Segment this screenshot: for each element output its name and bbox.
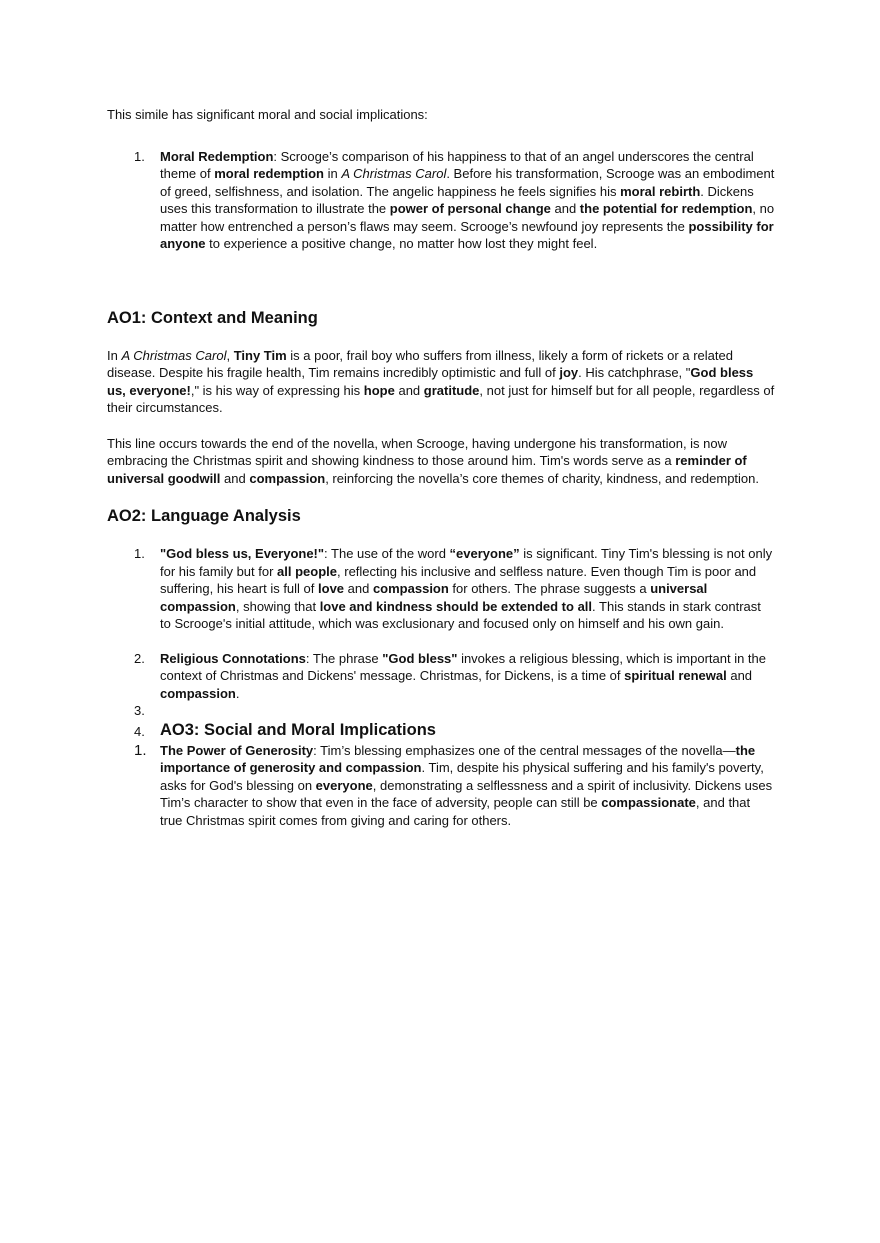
- text-run: . Tim, despite his physical suffering and his family's poverty, asks for God's blessing on: [160, 760, 764, 793]
- list-item: [107, 545, 775, 633]
- text-run: and: [550, 201, 580, 216]
- bold-text: Tiny Tim: [233, 347, 287, 363]
- list-item-text: [160, 546, 772, 631]
- text-run: This line occurs towards the end of the novella, when Scrooge, having undergone his transformation, is now embracing the Christmas spirit and showing kindness to those around him. Tim's words serve as a: [107, 435, 728, 468]
- list-number: 1.: [134, 148, 145, 164]
- text-run: . His catchphrase, ": [578, 365, 691, 380]
- bold-text: "God bless us, Everyone!": [160, 546, 325, 561]
- bold-text: reminder of universal goodwill: [107, 453, 747, 486]
- text-run: . Dickens uses this transformation to illustrate the: [160, 183, 754, 216]
- bold-text: moral rebirth: [620, 183, 701, 199]
- text-run: ," is his way of expressing his: [190, 382, 364, 398]
- bold-text: compassion: [160, 685, 236, 701]
- bold-text: universal compassion: [160, 581, 708, 614]
- bold-text: love: [318, 581, 345, 596]
- bold-text: the potential for redemption: [579, 201, 753, 216]
- bold-text: everyone: [315, 777, 373, 793]
- text-run: .: [235, 685, 240, 701]
- text-run: to experience a positive change, no matter how lost they might feel.: [205, 236, 598, 251]
- bold-text: compassion: [249, 470, 326, 486]
- text-run: , not just for himself but for all people, regardless of their circumstances.: [107, 382, 775, 415]
- text-run: ,: [226, 347, 234, 363]
- ao3-list-heading: [107, 720, 775, 740]
- ao1-paragraph-2: [107, 435, 775, 488]
- bold-text: possibility for anyone: [160, 218, 774, 251]
- text-run: in: [324, 166, 342, 181]
- bold-text: power of personal change: [389, 201, 551, 216]
- text-run: , and that true Christmas spirit comes from giving and caring for others.: [160, 795, 751, 828]
- bold-text: hope: [363, 382, 395, 398]
- list-item: [107, 650, 775, 703]
- bold-text: The Power of Generosity: [160, 742, 314, 758]
- text-run: : Tim’s blessing emphasizes one of the central messages of the novella—: [313, 742, 736, 758]
- list-item-text: [160, 149, 774, 252]
- text-run: : The use of the word: [324, 546, 450, 561]
- bold-text: "God bless": [382, 650, 458, 666]
- bold-text: spiritual renewal: [624, 668, 727, 683]
- text-run: invokes a religious blessing, which is important in the context of Christmas and Dickens' message. Christmas, for Dickens, is a time of: [160, 650, 766, 683]
- list-item: [107, 148, 775, 253]
- list-number: 1.: [134, 546, 145, 561]
- ao1-heading: AO1: Context and Meaning: [107, 308, 318, 327]
- list-number: 2.: [134, 650, 145, 666]
- ao1-paragraph-1: [107, 347, 775, 417]
- text-run: is a poor, frail boy who suffers from illness, likely a form of rickets or a related disease. Despite his fragile health, Tim remains incredibly optimistic and full of: [107, 347, 733, 380]
- bold-text: “everyone”: [449, 546, 520, 561]
- ao2-heading: AO2: Language Analysis: [107, 507, 301, 525]
- text-run: is significant. Tiny Tim's blessing is not only for his family but for: [160, 546, 773, 579]
- bold-text: joy: [559, 365, 579, 380]
- list-number: 4.: [134, 723, 145, 739]
- text-run: : Scrooge’s comparison of his happiness to that of an angel underscores the central theme of: [160, 148, 754, 181]
- list-item: [107, 742, 775, 830]
- bold-text: Moral Redemption: [160, 148, 274, 164]
- text-run: , showing that: [235, 598, 320, 614]
- bold-text: the importance of generosity and compassion: [160, 742, 756, 775]
- list-number: 3.: [134, 703, 145, 718]
- text-run: for others. The phrase suggests a: [448, 581, 651, 596]
- italic-text: A Christmas Carol: [121, 347, 227, 363]
- empty-list-item: [107, 702, 775, 720]
- italic-text: A Christmas Carol: [341, 166, 447, 181]
- text-run: , reinforcing the novella’s core themes of charity, kindness, and redemption.: [325, 470, 760, 486]
- text-run: , no matter how entrenched a person’s flaws may seem. Scrooge’s newfound joy represents the: [160, 201, 775, 234]
- bold-text: gratitude: [423, 382, 480, 398]
- intro-paragraph: This simile has significant moral and social implications:: [107, 107, 428, 122]
- text-run: : The phrase: [305, 650, 383, 666]
- document-page: [107, 106, 775, 829]
- text-run: and: [220, 470, 250, 486]
- bold-text: compassionate: [601, 795, 696, 810]
- ao3-heading: AO3: Social and Moral Implications: [160, 720, 436, 739]
- text-run: In: [107, 347, 122, 363]
- list-number: 1.: [134, 741, 147, 759]
- list-item-text: [160, 743, 772, 828]
- list-item-text: [160, 651, 766, 701]
- bold-text: all people: [277, 563, 338, 579]
- bold-text: God bless us, everyone!: [107, 365, 754, 398]
- text-run: . Before his transformation, Scrooge was an embodiment of greed, selfishness, and isolation. The angelic happiness he feels signifies his: [160, 166, 775, 199]
- text-run: and: [726, 668, 753, 683]
- bold-text: compassion: [372, 581, 449, 596]
- text-run: , reflecting his inclusive and selfless nature. Even though Tim is poor and suffering, his heart is full of: [160, 563, 757, 596]
- text-run: and: [394, 382, 424, 398]
- bold-text: moral redemption: [214, 166, 324, 181]
- text-run: . This stands in stark contrast to Scrooge's initial attitude, which was exclusionary and focused only on himself and his own gain.: [160, 598, 761, 631]
- bold-text: Religious Connotations: [160, 650, 306, 666]
- bold-text: love and kindness should be extended to all: [319, 598, 593, 614]
- text-run: , demonstrating a selflessness and a spirit of inclusivity. Dickens uses Tim’s character to show that even in the face of adversity, people can still be: [160, 777, 773, 810]
- text-run: and: [344, 581, 373, 596]
